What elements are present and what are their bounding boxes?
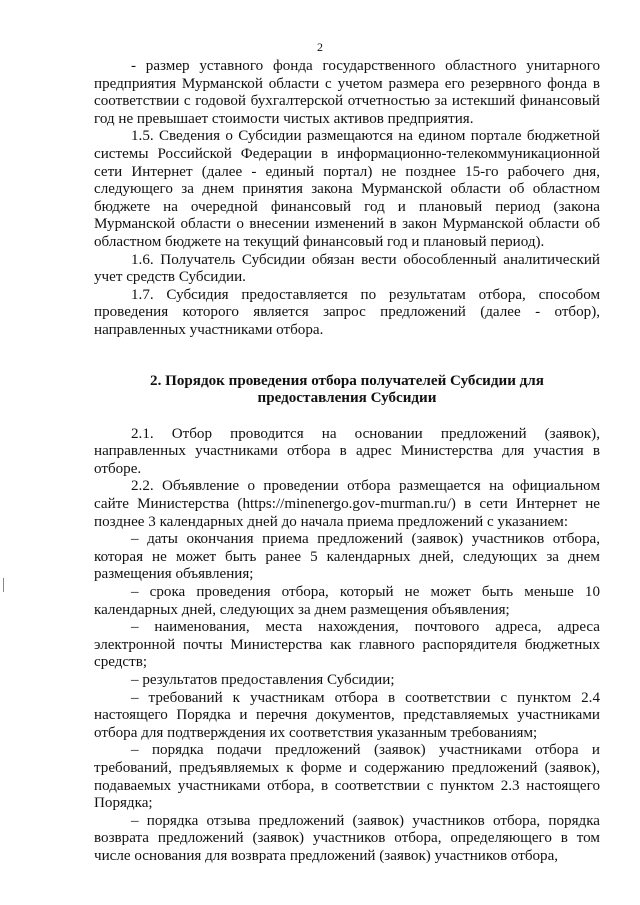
margin-scan-mark xyxy=(3,578,4,592)
paragraph-2-1: 2.1. Отбор проводится на основании предложений (заявок), направленных участниками отбора в адрес Министерства для участия в отборе. xyxy=(94,425,600,477)
list-item-requirements: – требований к участникам отбора в соответствии с пунктом 2.4 настоящего Порядка и перечня документов, представляемых участниками отбора для подтверждения их соответствия указанным требованиям; xyxy=(94,689,600,741)
list-item-duration: – срока проведения отбора, который не может быть меньше 10 календарных дней, следующих за днем размещения объявления; xyxy=(94,584,600,618)
paragraph-2-2: 2.2. Объявление о проведении отбора размещается на официальном сайте Министерства (https://minenergo.gov-murman.ru/) в сети Интернет не позднее 3 календарных дней до начала приема предложений с указанием: xyxy=(94,478,600,530)
section-heading: 2. Порядок проведения отбора получателей Субсидии для предоставления Субсидии xyxy=(150,372,544,407)
paragraph-charter-fund: - размер уставного фонда государственного областного унитарного предприятия Мурманской области с учетом размера его резервного фонда в соответствии с годовой бухгалтерской отчетностью за истекший финансовый год не превышает стоимости чистых активов предприятия. xyxy=(94,58,600,127)
page-number: 2 xyxy=(317,40,323,54)
document-body xyxy=(94,58,600,866)
paragraph-1-5: 1.5. Сведения о Субсидии размещаются на едином портале бюджетной системы Российской Федерации в информационно-телекоммуникационной сети Интернет (далее - единый портал) не позднее 15-го рабочего дня, следующего за днем принятия закона Мурманской области об областном бюджете на очередной финансовый год и плановый период (закона Мурманской области о внесении изменений в закон Мурманской области об областном бюджете на текущий финансовый год и плановый период). xyxy=(94,128,600,250)
paragraph-1-6: 1.6. Получатель Субсидии обязан вести обособленный аналитический учет средств Субсидии. xyxy=(94,251,600,286)
paragraph-1-7: 1.7. Субсидия предоставляется по результатам отбора, способом проведения которого является запрос предложений (далее - отбор), направленных участниками отбора. xyxy=(94,286,600,338)
list-item-deadline: – даты окончания приема предложений (заявок) участников отбора, которая не может быть ранее 5 календарных дней, следующих за днем размещения объявления; xyxy=(94,531,600,583)
list-item-submission-procedure: – порядка подачи предложений (заявок) участниками отбора и требований, предъявляемых к форме и содержанию предложений (заявок), подаваемых участниками отбора, в соответствии с пунктом 2.3 настоящего Порядка; xyxy=(94,742,600,812)
list-item-results: – результатов предоставления Субсидии; xyxy=(131,672,395,688)
list-item-ministry-details: – наименования, места нахождения, почтового адреса, адреса электронной почты Министерства как главного распорядителя бюджетных средств; xyxy=(94,619,600,671)
list-item-withdrawal-procedure: – порядка отзыва предложений (заявок) участников отбора, порядка возврата предложений (заявок) участников отбора, определяющего в том числе основания для возврата предложений (заявок) участников отбора, xyxy=(94,812,600,864)
